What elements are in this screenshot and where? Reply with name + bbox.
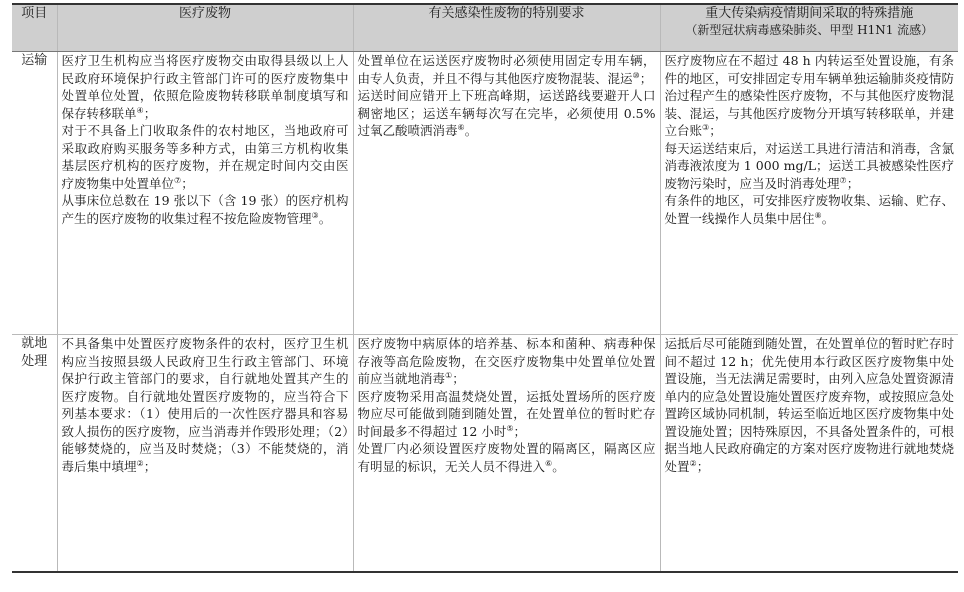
cell-local-special [660,335,958,573]
paragraph: 医疗废物应在不超过 48 h 内转运至处置设施，有条件的地区，可安排固定专用车辆单独运输肺炎疫情防治过程产生的感染性医疗废物，不与其他医疗废物混装、混运，与其他医疗废物分开填写转移联单，并建立台账③； [664,53,954,138]
footnote-mark: ⑦ [174,175,182,185]
footnote-mark: ② [689,458,697,468]
paragraph: 不具备集中处置医疗废物条件的农村，医疗卫生机构应当按照县级人民政府卫生行政主管部门、环境保护行政主管部门的要求，自行就地处置其产生的医疗废物。自行就地处置医疗废物的，应当符合下列基本要求：（1）使用后的一次性医疗器具和容易致人损伤的医疗废物，应当消毒并作毁形处理；（2）能够焚烧的，应当及时焚烧；（3）不能焚烧的，消毒后集中填埋②； [61,336,349,474]
footnote-mark: ④ [136,105,144,115]
cell-local-infectious [353,335,660,573]
paragraph: 对于不具备上门收取条件的农村地区，当地政府可采取政府购买服务等多种方式，由第三方机构收集基层医疗机构的医疗废物，并在规定时间内交由医疗废物集中处置单位⑦； [61,123,349,191]
paragraph: 医疗废物中病原体的培养基、标本和菌种、病毒种保存液等高危险废物，在交医疗废物集中处置单位处置前应当就地消毒①； [357,336,656,386]
paragraph: 每天运送结束后，对运送工具进行清洁和消毒，含氯消毒液浓度为 1 000 mg/L；运送工具被感染性医疗废物污染时，应当及时消毒处理⑦； [664,140,954,191]
footnote-mark: ⑥ [457,122,465,132]
paragraph: 医疗卫生机构应当将医疗废物交由取得县级以上人民政府环境保护行政主管部门许可的医疗废物集中处置单位处置，依照危险废物转移联单制度填写和保存转移联单④； [61,53,349,121]
header-medical-waste: 医疗废物 [57,4,353,52]
paragraph: 有条件的地区，可安排医疗废物收集、运输、贮存、处置一线操作人员集中居住⑧。 [664,193,954,226]
paragraph: 从事床位总数在 19 张以下（含 19 张）的医疗机构产生的医疗废物的收集过程不按危险废物管理③。 [61,193,349,226]
cell-transport-infectious [353,52,660,335]
footnote-mark: ⑥ [545,458,553,468]
footnote-mark: ⑧ [814,210,822,220]
header-item: 项目 [12,4,57,52]
footnote-mark: ③ [702,122,710,132]
header-special-measures [660,4,958,52]
footnote-mark: ② [136,458,144,468]
table-row-transport [12,52,958,335]
row-label-local-disposal: 就地处理 [12,335,57,573]
header-special-title: 重大传染病疫情期间采取的特殊措施 [705,6,914,21]
footnote-mark: ⑩ [632,70,640,80]
medical-waste-table [12,3,958,573]
cell-local-medical-waste [57,335,353,573]
footnote-mark: ① [445,370,453,380]
cell-transport-medical-waste [57,52,353,335]
header-infectious-waste: 有关感染性废物的特别要求 [353,4,660,52]
table-header-row [12,4,958,52]
document-page [12,3,958,589]
footnote-mark: ③ [311,210,319,220]
header-special-subtitle: （新型冠状病毒感染肺炎、甲型 H1N1 流感） [685,23,934,37]
footnote-mark: ⑤ [506,423,514,433]
paragraph: 处置单位在运送医疗废物时必须使用固定专用车辆，由专人负责，并且不得与其他医疗废物混装、混运⑩； [357,53,656,86]
row-label-transport: 运输 [12,52,57,335]
paragraph: 处置厂内必须设置医疗废物处置的隔离区，隔离区应有明显的标识，无关人员不得进入⑥。 [357,441,656,474]
paragraph: 医疗废物采用高温焚烧处置，运抵处置场所的医疗废物应尽可能做到随到随处置，在处置单位的暂时贮存时间最多不得超过 12 小时⑤； [357,388,656,439]
footnote-mark: ⑦ [839,175,847,185]
table-row-local-disposal [12,335,958,573]
cell-transport-special [660,52,958,335]
paragraph: 运送时间应错开上下班高峰期，运送路线要避开人口稠密地区；运送车辆每次写在完毕，必须使用 0.5% 过氧乙酸喷洒消毒⑥。 [357,88,656,138]
paragraph: 运抵后尽可能随到随处置，在处置单位的暂时贮存时间不超过 12 h；优先使用本行政区医疗废物集中处置设施，当无法满足需要时，由列入应急处置资源清单内的应急处置设施处置医疗废弃物，或按照应急处置跨区域协同机制，转运至临近地区医疗废物集中处置设施处置；因特殊原因，不具备处置条件的，可根据当地人民政府确定的方案对医疗废物进行就地焚烧处置②； [664,336,954,474]
